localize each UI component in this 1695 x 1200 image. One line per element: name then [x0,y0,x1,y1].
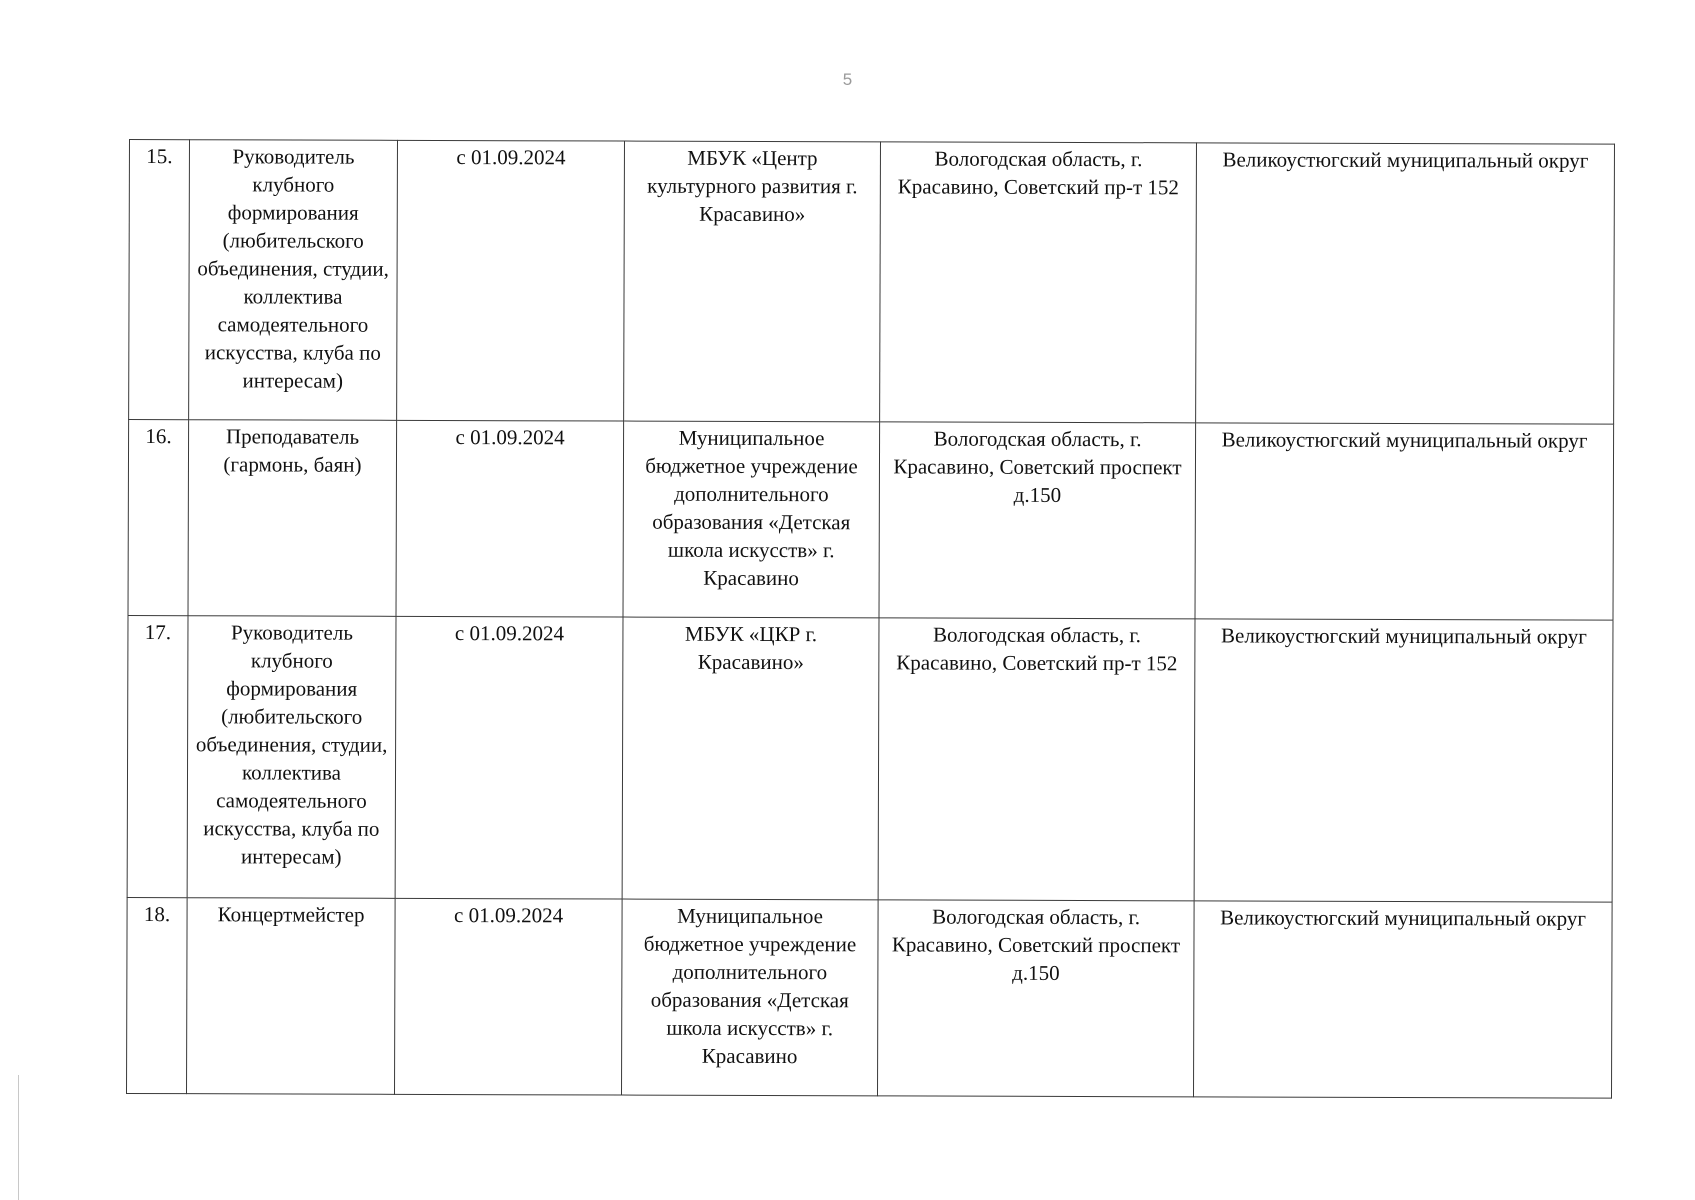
table-row [129,140,1615,425]
row-number: 17. [127,615,188,897]
district-cell: Великоустюгский муниципальный округ [1194,619,1613,902]
address-cell: Вологодская область, г. Красавино, Советский проспект д.150 [877,900,1194,1097]
row-number: 16. [128,420,189,616]
address-cell: Вологодская область, г. Красавино, Советский пр-т 152 [880,142,1197,423]
date-cell: с 01.09.2024 [396,420,624,617]
position-cell: Руководитель клубного формирования (любительского объединения, студии, коллектива самодеятельного искусства, клуба по интересам) [189,140,398,421]
organization-cell: МБУК «Центр культурного развития г. Красавино» [624,141,881,422]
organization-cell: МБУК «ЦКР г. Красавино» [622,617,879,900]
organization-cell: Муниципальное бюджетное учреждение дополнительного образования «Детская школа искусств» г. Красавино [621,899,878,1096]
vacancy-table [126,139,1615,1099]
date-cell: с 01.09.2024 [397,140,625,421]
address-cell: Вологодская область, г. Красавино, Советский проспект д.150 [879,422,1196,619]
page-number: 5 [842,70,853,89]
row-number: 18. [127,897,188,1093]
position-cell: Руководитель клубного формирования (любительского объединения, студии, коллектива самодеятельного искусства, клуба по интересам) [187,616,396,899]
table-row [127,897,1613,1098]
date-cell: с 01.09.2024 [395,616,623,899]
address-cell: Вологодская область, г. Красавино, Советский пр-т 152 [878,618,1195,901]
position-cell: Преподаватель (гармонь, баян) [188,420,397,617]
row-number: 15. [129,140,190,420]
table-row [128,420,1614,621]
date-cell: с 01.09.2024 [395,898,623,1095]
district-cell: Великоустюгский муниципальный округ [1196,143,1615,424]
district-cell: Великоустюгский муниципальный округ [1195,423,1614,620]
scan-edge-line [18,1075,19,1200]
organization-cell: Муниципальное бюджетное учреждение дополнительного образования «Детская школа искусств» г. Красавино [623,421,880,618]
position-cell: Концертмейстер [187,898,396,1095]
district-cell: Великоустюгский муниципальный округ [1193,901,1612,1098]
table-row [127,615,1613,902]
